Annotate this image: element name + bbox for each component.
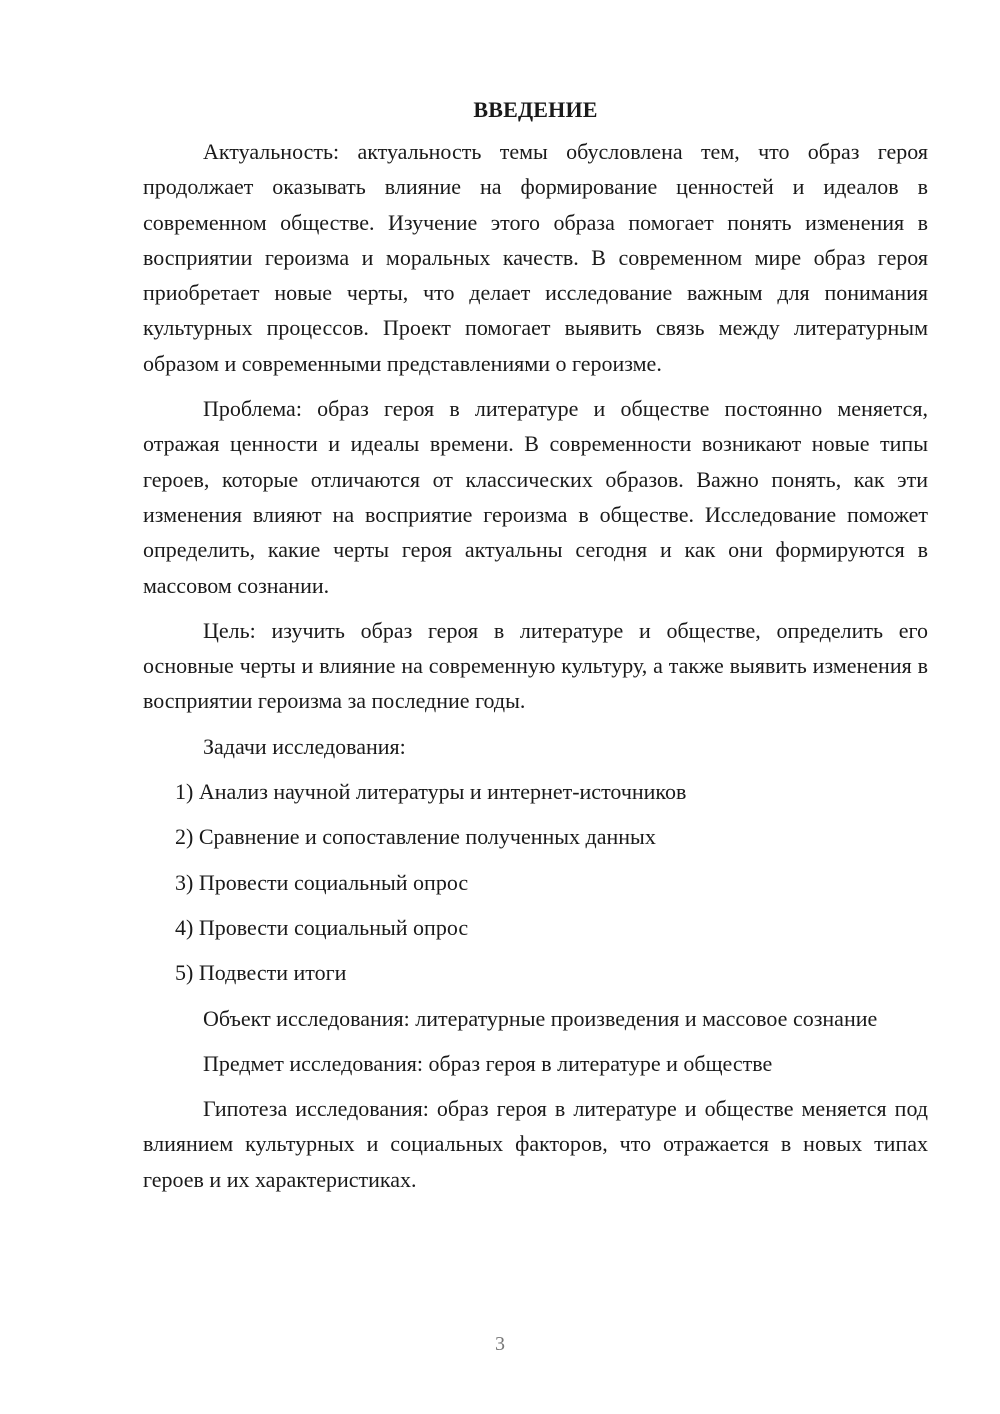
relevance-paragraph: Актуальность: актуальность темы обусловлена тем, что образ героя продолжает оказывать влияние на формирование ценностей и идеалов в современном обществе. Изучение этого образа помогает понять изменения в восприятии героизма и моральных качеств. В современном мире образ героя приобретает новые черты, что делает исследование важным для понимания культурных процессов. Проект помогает выявить связь между литературным образом и современными представлениями о героизме.	[143, 139, 928, 376]
goal-paragraph: Цель: изучить образ героя в литературе и обществе, определить его основные черты и влияние на современную культуру, а также выявить изменения в восприятии героизма за последние годы.	[143, 617, 928, 714]
page-number: 3	[495, 1333, 505, 1355]
hypothesis-paragraph: Гипотеза исследования: образ героя в литературе и обществе меняется под влиянием культурных и социальных факторов, что отражается в новых типах героев и их характеристиках.	[143, 1096, 928, 1192]
task-item-2: 2) Сравнение и сопоставление полученных данных	[175, 824, 656, 850]
page-title: ВВЕДЕНИЕ	[473, 97, 598, 122]
document-page	[143, 95, 928, 1207]
task-item-1: 1) Анализ научной литературы и интернет-источников	[175, 779, 687, 805]
task-item-5: 5) Подвести итоги	[175, 960, 347, 986]
problem-paragraph: Проблема: образ героя в литературе и обществе постоянно меняется, отражая ценности и идеалы времени. В современности возникают новые типы героев, которые отличаются от классических образов. Важно понять, как эти изменения влияют на восприятие героизма в обществе. Исследование поможет определить, какие черты героя актуальны сегодня и как они формируются в массовом сознании.	[143, 396, 928, 598]
task-item-3: 3) Провести социальный опрос	[175, 869, 469, 895]
tasks-heading: Задачи исследования:	[203, 733, 406, 759]
task-item-4: 4) Провести социальный опрос	[175, 914, 469, 940]
subject-paragraph: Предмет исследования: образ героя в литературе и обществе	[203, 1050, 773, 1076]
object-paragraph: Объект исследования: литературные произведения и массовое сознание	[203, 1005, 878, 1031]
